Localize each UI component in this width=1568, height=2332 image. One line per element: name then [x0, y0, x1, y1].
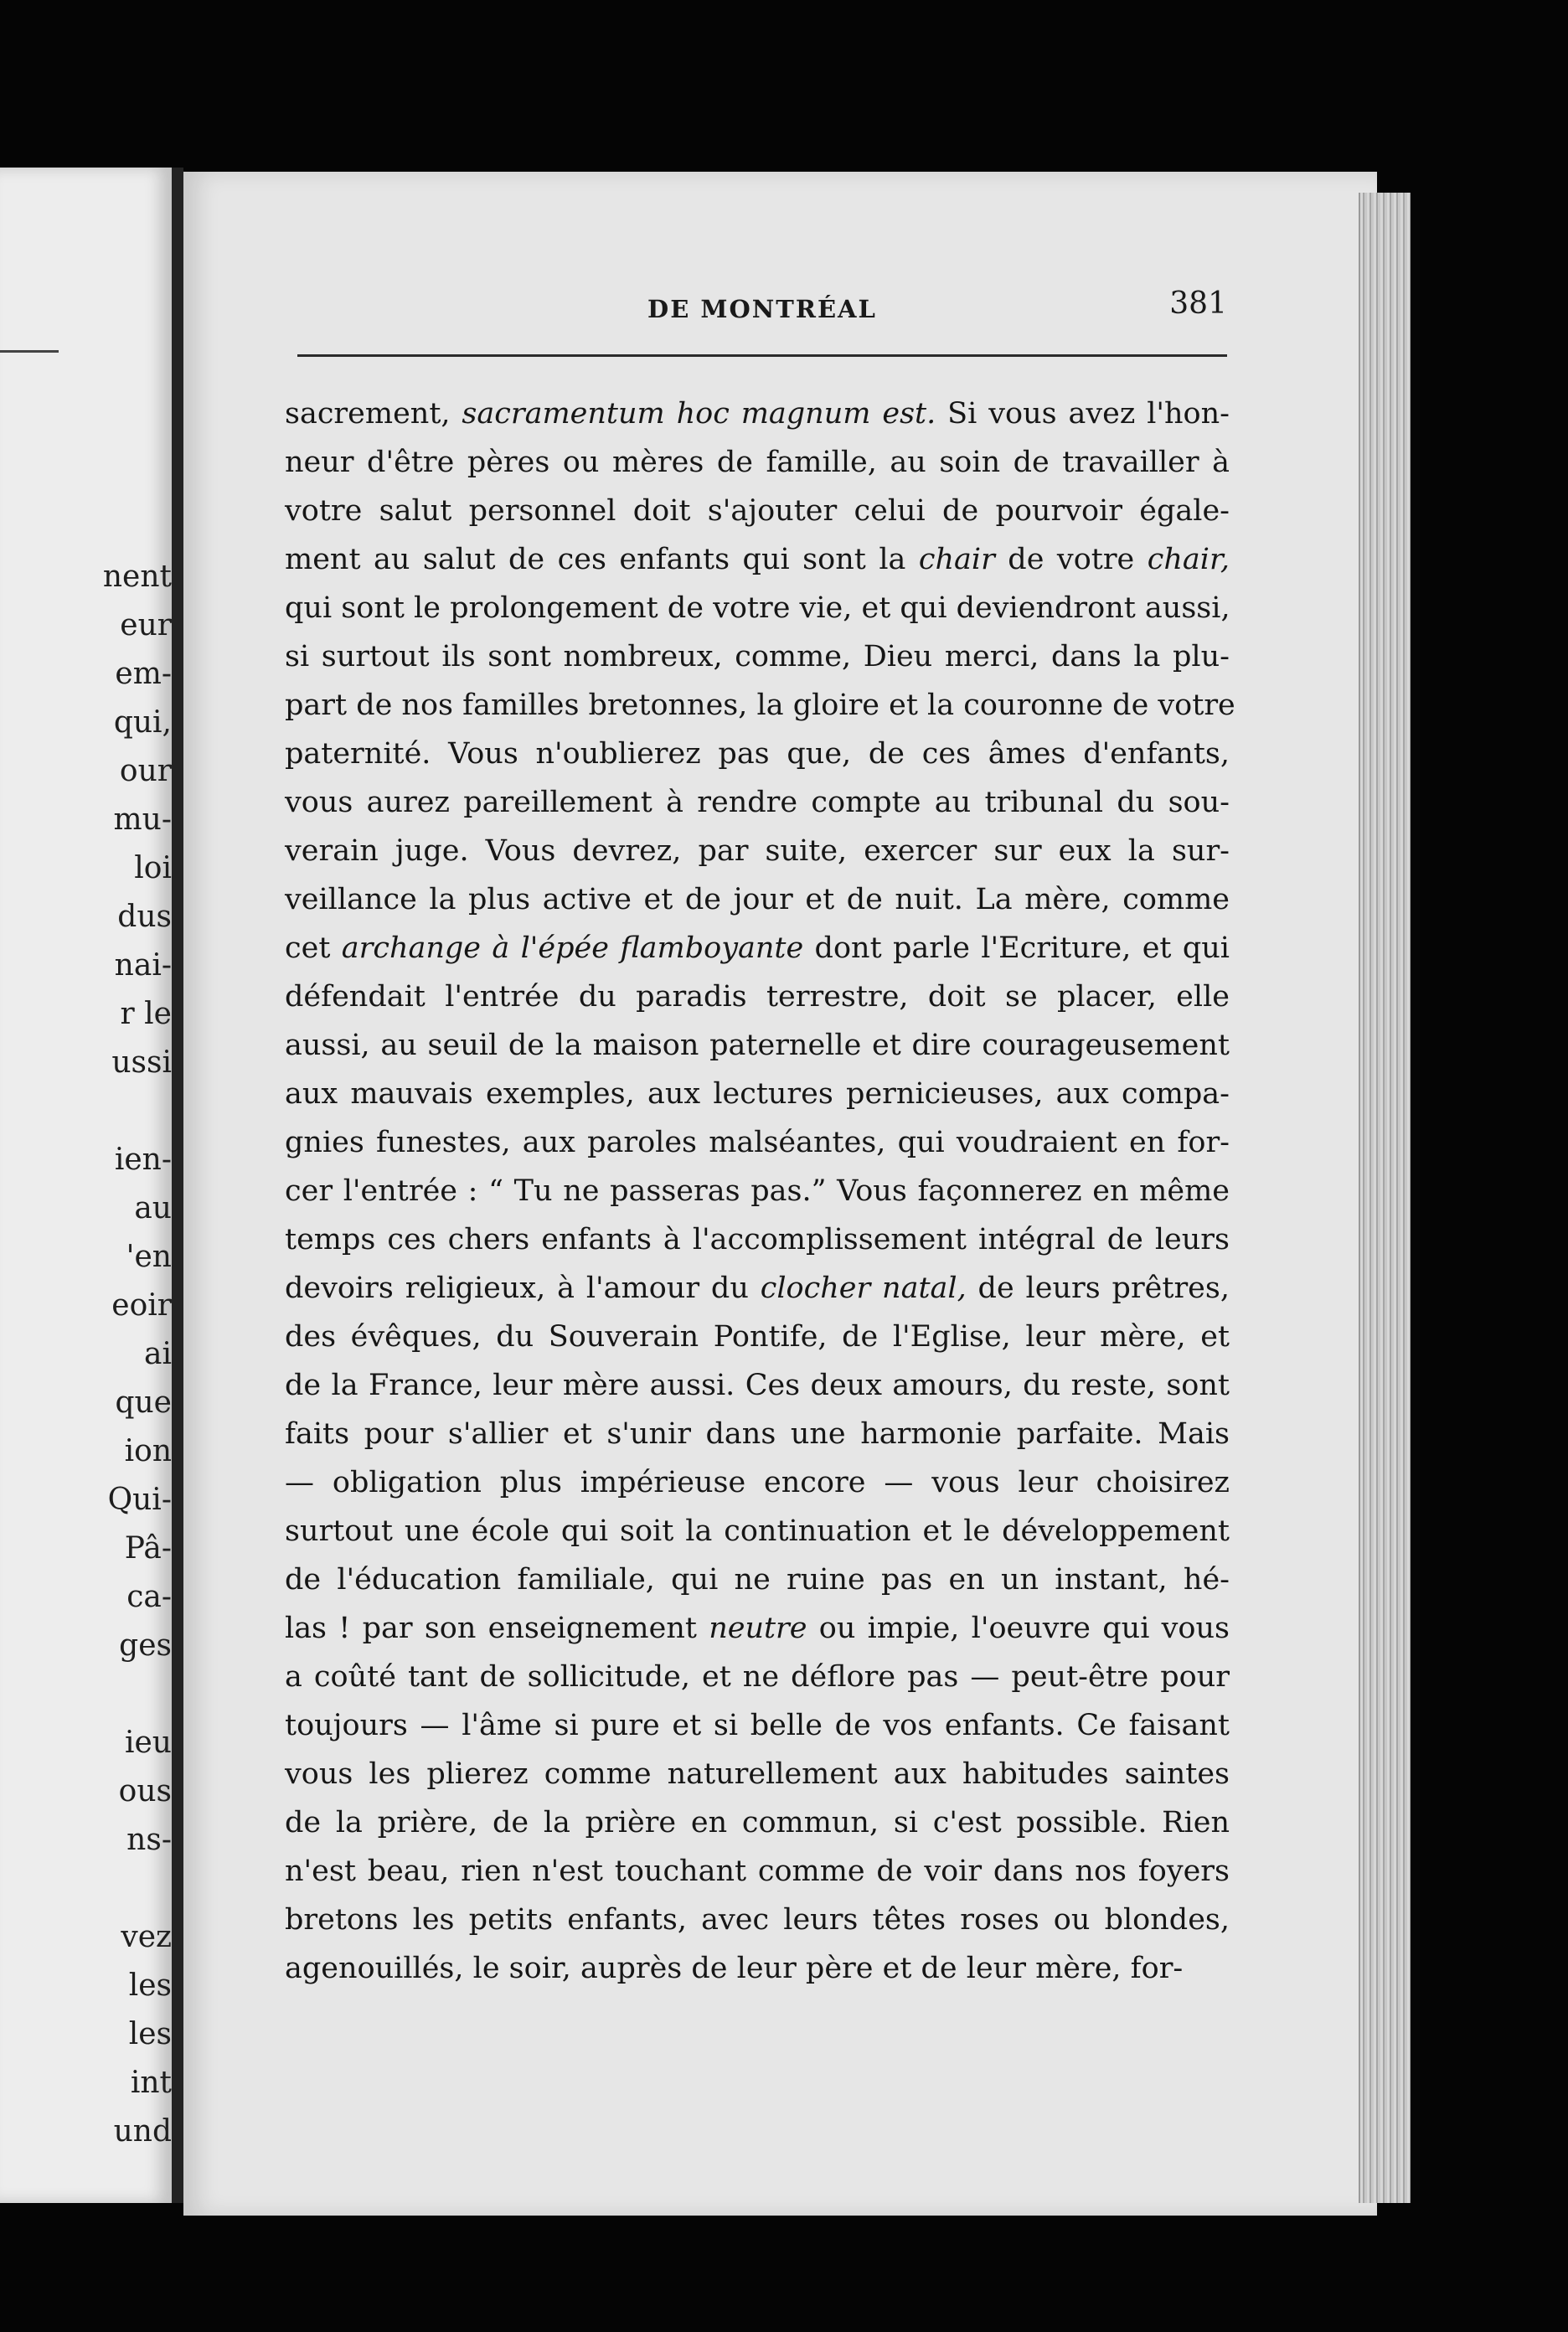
facing-page-line: au [134, 1191, 172, 1225]
facing-page-line: ges [119, 1628, 172, 1663]
text-run: paternité. Vous n'oublierez pas que, de ces âmes d'enfants, [285, 737, 1230, 771]
text-line [285, 1798, 1230, 1847]
text-line [285, 1458, 1230, 1507]
facing-page-line: que [115, 1385, 172, 1420]
text-line [285, 1604, 1230, 1653]
text-line [285, 1264, 1230, 1313]
text-line [285, 1118, 1230, 1167]
text-run: veillance la plus active et de jour et de nuit. La mère, comme [285, 883, 1230, 916]
facing-page-text [71, 553, 172, 2156]
text-line [285, 535, 1230, 584]
text-run: ment au salut de ces enfants qui sont la [285, 543, 919, 576]
text-run: défendait l'entrée du paradis terrestre, doit se placer, elle [285, 980, 1230, 1014]
text-run: qui sont le prolongement de votre vie, et qui deviendront aussi, [285, 591, 1230, 625]
facing-page-line: 'en [126, 1240, 172, 1274]
facing-page-line: ien- [114, 1143, 172, 1177]
facing-page-line [71, 1670, 172, 1719]
facing-page-line: ns- [126, 1823, 172, 1857]
page-header [297, 286, 1227, 335]
text-run: de la prière, de la prière en commun, si c'est possible. Rien [285, 1806, 1230, 1839]
text-line [285, 924, 1230, 973]
text-line [285, 1021, 1230, 1070]
text-run: de l'éducation familiale, qui ne ruine pas en un instant, hé- [285, 1563, 1230, 1597]
text-run: surtout une école qui soit la continuation et le développement [285, 1514, 1230, 1548]
facing-page-line [71, 1087, 172, 1136]
text-run: agenouillés, le soir, auprès de leur père et de leur mère, for- [285, 1952, 1184, 1985]
facing-page-line: ous [118, 1774, 172, 1808]
text-run: de la France, leur mère aussi. Ces deux amours, du reste, sont [285, 1369, 1230, 1402]
italic-text: chair, [1147, 543, 1230, 576]
text-line [285, 1361, 1230, 1410]
text-run: part de nos familles bretonnes, la gloire et la couronne de votre [285, 689, 1235, 722]
text-line [285, 584, 1230, 632]
text-run: Si vous avez l'hon- [936, 397, 1230, 431]
facing-page-line: mu- [113, 802, 172, 837]
facing-page-line: r le [120, 997, 172, 1031]
facing-page-line: dus [117, 900, 172, 934]
italic-text: clocher natal, [760, 1272, 967, 1305]
text-line [285, 1896, 1230, 1944]
text-line [285, 632, 1230, 681]
facing-page-line: em- [115, 657, 172, 691]
text-run: devoirs religieux, à l'amour du [285, 1272, 761, 1305]
text-line [285, 438, 1230, 487]
text-line [285, 1653, 1230, 1701]
text-line [285, 1070, 1230, 1118]
text-run: aussi, au seuil de la maison paternelle et dire courageusement [285, 1029, 1230, 1062]
facing-page-line: ai [144, 1337, 172, 1371]
text-line [285, 1167, 1230, 1215]
facing-page-rule [0, 350, 59, 353]
text-line [285, 1847, 1230, 1896]
text-line [285, 730, 1230, 778]
text-run: — obligation plus impérieuse encore — vous leur choisirez [285, 1466, 1230, 1499]
text-line [285, 1313, 1230, 1361]
text-line [285, 973, 1230, 1021]
facing-page-line: vez [121, 1920, 172, 1954]
text-run: des évêques, du Souverain Pontife, de l'Eglise, leur mère, et [285, 1320, 1230, 1354]
facing-page-line: ion [124, 1434, 172, 1468]
facing-page-line: eur [120, 608, 172, 642]
facing-page-left [0, 168, 172, 2203]
text-line [285, 1215, 1230, 1264]
text-run: si surtout ils sont nombreux, comme, Dieu merci, dans la plu- [285, 640, 1230, 673]
text-line [285, 1944, 1230, 1993]
text-run: toujours — l'âme si pure et si belle de vos enfants. Ce faisant [285, 1709, 1230, 1742]
text-line [285, 1410, 1230, 1458]
facing-page-line: ieu [124, 1726, 172, 1760]
italic-text: archange à l'épée flamboyante [341, 931, 804, 965]
facing-page-line: und [113, 2114, 172, 2149]
text-run: gnies funestes, aux paroles malséantes, qui voudraient en for- [285, 1126, 1230, 1159]
text-run: vous les plierez comme naturellement aux habitudes saintes [285, 1757, 1230, 1791]
text-run: votre salut personnel doit s'ajouter celui de pourvoir égale- [285, 494, 1230, 528]
text-run: neur d'être pères ou mères de famille, au soin de travailler à [285, 446, 1230, 479]
facing-page-line: Qui- [107, 1483, 172, 1517]
text-run: verain juge. Vous devrez, par suite, exercer sur eux la sur- [285, 834, 1230, 868]
text-line [285, 875, 1230, 924]
text-line [285, 681, 1235, 730]
text-run: n'est beau, rien n'est touchant comme de voir dans nos foyers [285, 1855, 1230, 1888]
text-run: sacrement, [285, 397, 462, 431]
text-run: a coûté tant de sollicitude, et ne déflore pas — peut-être pour [285, 1660, 1230, 1694]
facing-page-line: int [130, 2066, 172, 2100]
facing-page-line: nent [102, 560, 172, 594]
facing-page-line: eoir [111, 1288, 172, 1323]
text-run: bretons les petits enfants, avec leurs têtes roses ou blondes, [285, 1903, 1230, 1937]
facing-page-line [71, 1865, 172, 1913]
page-number: 381 [1169, 286, 1227, 321]
text-line [285, 827, 1230, 875]
text-line [285, 778, 1230, 827]
text-line [285, 1750, 1230, 1798]
facing-page-line: loi [134, 851, 172, 885]
text-run: cer l'entrée : “ Tu ne passeras pas.” Vous façonnerez en même [285, 1174, 1230, 1208]
italic-text: sacramentum hoc magnum est. [462, 397, 936, 431]
facing-page-line: ca- [126, 1580, 172, 1614]
text-run: ou impie, l'oeuvre qui vous [807, 1612, 1230, 1645]
text-run: las ! par son enseignement [285, 1612, 709, 1645]
text-run: de votre [994, 543, 1148, 576]
text-run: dont parle l'Ecriture, et qui [803, 931, 1230, 965]
text-line [285, 1507, 1230, 1556]
facing-page-line: nai- [114, 948, 172, 983]
facing-page-line: ussi [111, 1045, 172, 1080]
text-run: temps ces chers enfants à l'accomplissement intégral de leurs [285, 1223, 1230, 1256]
facing-page-line: our [119, 754, 172, 788]
facing-page-line: Pâ- [124, 1531, 172, 1566]
header-rule [297, 354, 1227, 357]
text-line [285, 390, 1230, 438]
facing-page-line: les [128, 2017, 172, 2051]
body-text [285, 390, 1235, 1993]
running-head: DE MONTRÉAL [647, 295, 877, 323]
text-run: faits pour s'allier et s'unir dans une harmonie parfaite. Mais [285, 1417, 1230, 1451]
italic-text: neutre [709, 1612, 807, 1645]
page-edges [1359, 193, 1411, 2203]
text-line [285, 1701, 1230, 1750]
book-gutter [172, 168, 183, 2203]
facing-page-line: les [128, 1968, 172, 2003]
text-line [285, 487, 1230, 535]
italic-text: chair [918, 543, 995, 576]
text-run: cet [285, 931, 342, 965]
text-line [285, 1556, 1230, 1604]
facing-page-line: qui, [113, 705, 172, 740]
text-run: de leurs prêtres, [966, 1272, 1230, 1305]
text-run: aux mauvais exemples, aux lectures pernicieuses, aux compa- [285, 1077, 1230, 1111]
text-run: vous aurez pareillement à rendre compte au tribunal du sou- [285, 786, 1230, 819]
